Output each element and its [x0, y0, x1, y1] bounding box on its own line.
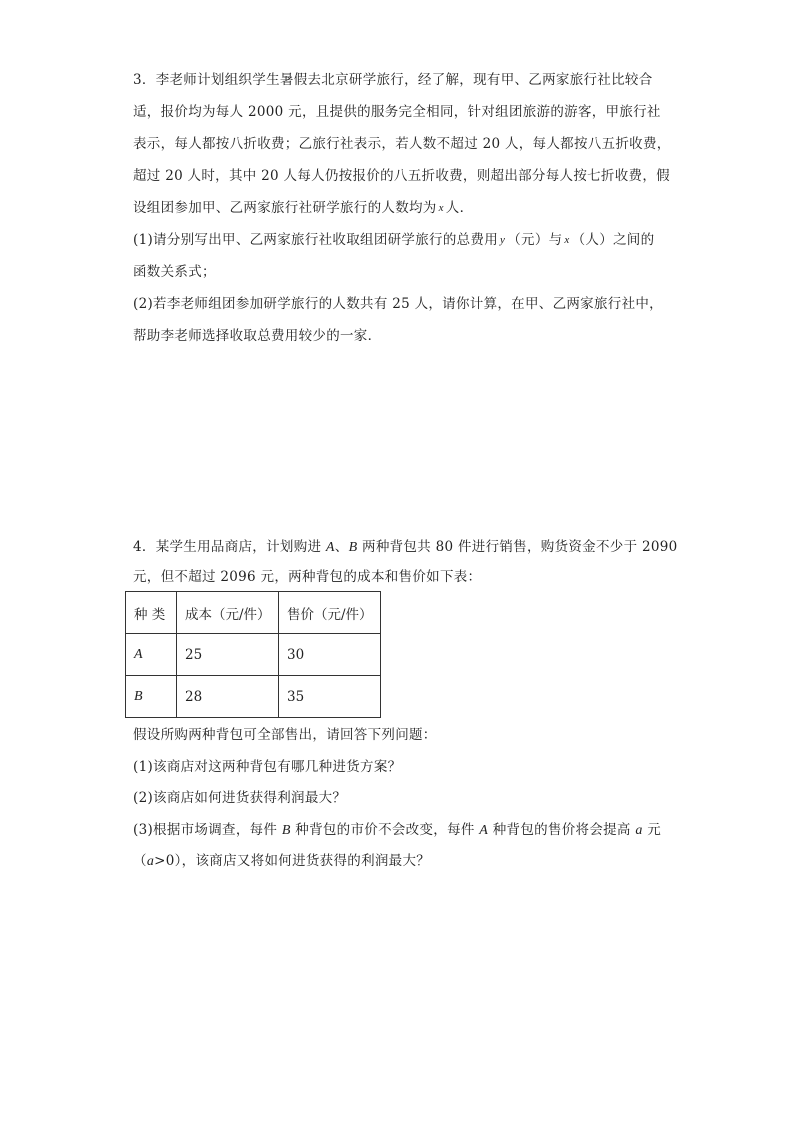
problem-3-line-2: 适，报价均为每人 2000 元，且提供的服务完全相同，针对组团旅游的游客，甲旅行社: [133, 104, 661, 120]
question-3-text-mid: 种背包的市价不会改变，每件: [290, 821, 480, 838]
problem-4-questions: [133, 720, 663, 878]
table-header-cell: 种 类: [126, 592, 177, 634]
problem-3-line-5: [133, 192, 663, 224]
problem-4-question-3-line-2: [133, 846, 663, 878]
line-5-text-pre: 设组团参加甲、乙两家旅行社研学旅行的人数均为: [133, 200, 437, 216]
problem-3-line-3: 表示，每人都按八折收费；乙旅行社表示，若人数不超过 20 人，每人都按八五折收费，: [133, 136, 671, 152]
problem-3-question-1-line-2: 函数关系式；: [133, 264, 216, 280]
line-1-text-pre: 4．某学生用品商店，计划购进: [133, 539, 326, 555]
question-3-text-pre: (3)根据市场调查，每件: [133, 821, 282, 838]
table-cell-type: A: [126, 634, 177, 676]
table-cell-price: 35: [279, 676, 381, 718]
table-cell-price: 30: [279, 634, 381, 676]
table-header-cell: 成本（元/件）: [177, 592, 279, 634]
table-header-cell: 售价（元/件）: [279, 592, 381, 634]
cost-price-table: [125, 591, 381, 718]
separator: 、: [334, 539, 349, 555]
problem-4: [133, 532, 678, 592]
variable-b: B: [281, 822, 291, 838]
table-cell-cost: 28: [177, 676, 279, 718]
question-1-text-post: （人）之间的: [571, 232, 655, 248]
table-row: [126, 634, 381, 676]
question-3-line-2-post: >0），该商店又将如何进货获得的利润最大？: [154, 853, 431, 869]
problem-4-question-1: (1)该商店对这两种背包有哪几种进货方案？: [133, 758, 402, 775]
problem-4-assumption: 假设所购两种背包可全部售出，请回答下列问题：: [133, 727, 437, 743]
table-row: [126, 676, 381, 718]
problem-3-question-2: (2)若李老师组团参加研学旅行的人数共有 25 人，请你计算，在甲、乙两家旅行社中，: [133, 296, 663, 312]
table-header-row: [126, 592, 381, 634]
question-1-text-mid: （元）与: [507, 232, 563, 248]
line-5-text-post: 人．: [445, 200, 474, 216]
variable-a: A: [325, 540, 335, 555]
problem-4-line-2: 元，但不超过 2096 元，两种背包的成本和售价如下表：: [133, 569, 482, 585]
problem-3-question-1: [133, 224, 663, 256]
question-1-text-pre: (1)请分别写出甲、乙两家旅行社收取组团研学旅行的总费用: [133, 232, 499, 248]
problem-3-line-4: 超过 20 人时，其中 20 人每人仍按报价的八五折收费，则超出部分每人按七折收费，假: [133, 168, 670, 184]
problem-4-question-3: [133, 815, 663, 847]
table-cell-cost: 25: [177, 634, 279, 676]
variable-b: B: [348, 540, 358, 555]
problem-3-line-1: 3．李老师计划组织学生暑假去北京研学旅行，经了解，现有甲、乙两家旅行社比较合: [133, 72, 653, 88]
table-cell-type: B: [126, 676, 177, 718]
variable-x: x: [438, 202, 444, 214]
problem-3-question-2-line-2: 帮助李老师选择收取总费用较少的一家．: [133, 328, 382, 344]
problem-4-line-1: [133, 532, 678, 562]
variable-x: x: [564, 234, 570, 246]
question-3-text-mid-2: 种背包的售价将会提高: [488, 821, 636, 838]
question-3-text-post: 元: [642, 821, 662, 838]
question-3-line-2-pre: （: [133, 853, 147, 869]
variable-a: A: [479, 822, 489, 838]
variable-alpha: a: [635, 822, 643, 838]
problem-3: [133, 64, 671, 352]
line-1-text-post: 两种背包共 80 件进行销售，购货资金不少于 2090: [357, 539, 678, 555]
variable-alpha: a: [146, 854, 155, 869]
problem-4-question-2: (2)该商店如何进货获得利润最大？: [133, 790, 347, 806]
variable-y: y: [500, 234, 506, 246]
